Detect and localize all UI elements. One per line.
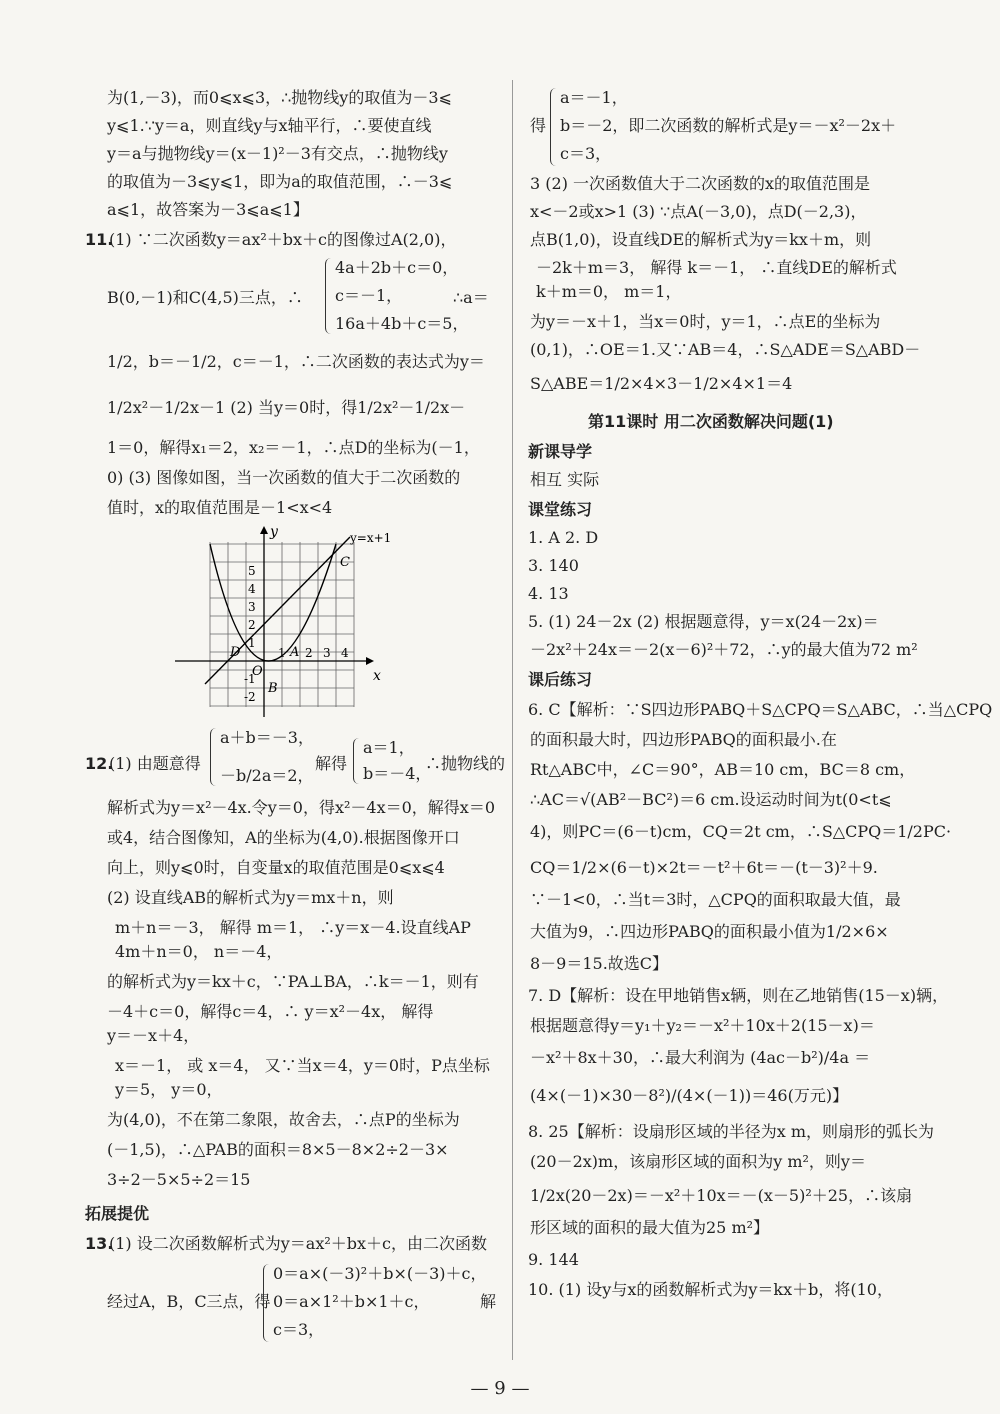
text-line: (1) ∵二次函数y＝ax²＋bx＋c的图像过A(2,0)， <box>109 230 457 249</box>
text-line: 8－9＝15.故选C】 <box>530 954 669 973</box>
point-d-label: D <box>230 645 241 660</box>
section-heading: 课堂练习 <box>528 500 593 519</box>
tick-label-y: 2 <box>248 618 256 632</box>
text-line: Rt△ABC中，∠C＝90°，AB＝10 cm，BC＝8 cm， <box>530 760 916 779</box>
text-line: ∴a＝ <box>453 288 489 307</box>
text-line: 1＝0，解得x₁＝2，x₂＝－1，∴点D的坐标为(－1， <box>107 438 480 457</box>
text-line: x<－2或x>1 (3) ∵点A(－3,0)，点D(－2,3)， <box>530 202 867 221</box>
x-axis-label: x <box>373 668 381 684</box>
text-line: ∵－1<0，∴当t＝3时，△CPQ的面积取最大值，最 <box>530 890 901 909</box>
tick-label-y: 5 <box>248 564 256 578</box>
answer-line: 3. 140 <box>528 556 579 575</box>
question-number-11: 11. <box>85 230 114 249</box>
text-line: 0) (3) 图像如图，当一次函数的值大于二次函数的 <box>107 468 461 487</box>
tick-label-x: 2 <box>305 646 313 660</box>
text-line: 为(4,0)，不在第二象限，故舍去，∴点P的坐标为 <box>107 1110 460 1129</box>
text-line: 根据题意得y＝y₁＋y₂＝－x²＋10x＋2(15－x)＝ <box>530 1016 875 1035</box>
equation-line: －b/2a＝2， <box>220 766 314 785</box>
parabola-curve <box>210 544 336 661</box>
text-line: 形区域的面积的最大值为25 m²】 <box>530 1218 770 1237</box>
text-line: 的面积最大时，四边形PABQ的面积最小.在 <box>530 730 837 749</box>
answer-line: 10. (1) 设y与x的函数解析式为y＝kx＋b，将(10， <box>528 1280 893 1299</box>
text-line: 经过A，B，C三点，得 <box>107 1292 271 1311</box>
equation-line: c＝－1， <box>335 286 403 305</box>
answer-line: 1. A 2. D <box>528 528 599 547</box>
equation-line: 0＝a×1²＋b×1＋c， <box>273 1292 430 1311</box>
text-line: 4)，则PC＝(6－t)cm，CQ＝2t cm，∴S△CPQ＝1/2PC· <box>530 822 952 841</box>
text-line: ∴AC＝√(AB²－BC²)＝6 cm.设运动时间为t(0<t⩽ <box>530 790 892 809</box>
x-arrow-icon <box>366 657 374 665</box>
text-line: 3÷2－5×5÷2＝15 <box>107 1170 251 1189</box>
equation-line: 0＝a×(－3)²＋b×(－3)＋c， <box>273 1264 487 1283</box>
function-graph <box>170 522 400 727</box>
equation-line: c＝3， <box>273 1320 325 1339</box>
equation-line: y＝5， y＝0， <box>115 1080 223 1099</box>
system-brace <box>353 738 360 784</box>
tick-label-y: -2 <box>244 690 256 704</box>
text-line: (1) 由题意得 <box>109 754 201 773</box>
text-line: y＝a与抛物线y＝(x－1)²－3有交点，∴抛物线y <box>107 144 448 163</box>
text-line: 1/2，b＝－1/2，c＝－1，∴二次函数的表达式为y＝ <box>107 352 485 371</box>
text-line: (－1,5)，∴△PAB的面积＝8×5－8×2÷2－3× <box>107 1140 449 1159</box>
section-heading: 拓展提优 <box>85 1204 150 1223</box>
text-line: B(0,－1)和C(4,5)三点，∴ <box>107 288 303 307</box>
origin-label: O <box>252 664 263 679</box>
text-line: －4＋c＝0，解得c＝4，∴ y＝x²－4x， 解得 <box>107 1002 434 1021</box>
text-line: 大值为9，∴四边形PABQ的面积最小值为1/2×6× <box>530 922 889 941</box>
tick-label-x: 1 <box>278 646 286 660</box>
text-line: (20－2x)m，该扇形区域的面积为y m²，则y＝ <box>530 1152 866 1171</box>
column-divider <box>512 80 513 1360</box>
lesson-title: 第11课时 用二次函数解决问题(1) <box>588 412 834 431</box>
tick-label-x: 4 <box>341 646 349 660</box>
tick-label-x: 3 <box>323 646 331 660</box>
point-b-label: B <box>268 681 278 696</box>
text-line: 1/2x(20－2x)＝－x²＋10x＝－(x－5)²＋25，∴该扇 <box>530 1186 913 1205</box>
tick-label-y: 1 <box>248 636 256 650</box>
equation-line: a＝－1， <box>560 88 628 107</box>
system-brace <box>210 728 217 786</box>
equation-line: k＋m＝0， m＝1， <box>536 282 682 301</box>
section-heading: 课后练习 <box>528 670 593 689</box>
text-line: 解析式为y＝x²－4x.令y＝0，得x²－4x＝0，解得x＝0 <box>107 798 496 817</box>
answer-line: 4. 13 <box>528 584 569 603</box>
equation-line: 4m＋n＝0， n＝－4， <box>115 942 283 961</box>
text-line: y⩽1.∵y＝a，则直线y与x轴平行，∴要使直线 <box>107 116 432 135</box>
system-brace <box>325 258 332 334</box>
equation-line: 16a＋4b＋c＝5， <box>335 314 469 333</box>
section-heading: 新课导学 <box>528 442 593 461</box>
text-line: a⩽1，故答案为－3⩽a⩽1】 <box>107 200 309 219</box>
equation-line: 4a＋2b＋c＝0， <box>335 258 459 277</box>
line-label: y=x+1 <box>350 531 392 545</box>
equation-line: m＋n＝－3， 解得 m＝1， ∴y＝x－4.设直线AP <box>115 918 471 937</box>
text-line: 的取值为－3⩽y⩽1，即为a的取值范围，∴－3⩽ <box>107 172 453 191</box>
tick-label-y: 3 <box>248 600 256 614</box>
text-line: (0,1)，∴OE＝1.又∵AB＝4，∴S△ADE＝S△ABD－ <box>530 340 921 359</box>
tick-label-y: -1 <box>244 672 256 686</box>
text-line: 解得 <box>315 754 348 773</box>
y-axis-label: y <box>270 524 278 540</box>
text-line: CQ＝1/2×(6－t)×2t＝－t²＋6t＝－(t－3)²＋9. <box>530 858 878 877</box>
system-brace <box>263 1264 270 1342</box>
line-curve <box>205 537 350 684</box>
text-line: 得 <box>530 116 547 135</box>
text-line: 的解析式为y＝kx＋c，∵PA⊥BA，∴k＝－1，则有 <box>107 972 479 991</box>
text-line: 为(1,－3)，而0⩽x⩽3，∴抛物线y的取值为－3⩽ <box>107 88 452 107</box>
text-line: 3 (2) 一次函数值大于二次函数的x的取值范围是 <box>530 174 871 193</box>
page-number: — 9 — <box>470 1378 530 1399</box>
text-line: (1) 设二次函数解析式为y＝ax²＋bx＋c，由二次函数 <box>109 1234 487 1253</box>
text-line: 解 <box>480 1292 497 1311</box>
y-arrow-icon <box>260 526 268 534</box>
text-line: －2x²＋24x＝－2(x－6)²＋72，∴y的最大值为72 m² <box>530 640 918 659</box>
equation-line: c＝3， <box>560 144 612 163</box>
text-line: (2) 设直线AB的解析式为y＝mx＋n，则 <box>107 888 394 907</box>
text-line: S△ABE＝1/2×4×3－1/2×4×1＝4 <box>530 374 793 393</box>
question-number-13: 13. <box>85 1234 114 1253</box>
equation-line: b＝－4， <box>363 764 432 783</box>
answer-line: 5. (1) 24－2x (2) 根据题意得，y＝x(24－2x)＝ <box>528 612 879 631</box>
text-line: 为y＝－x＋1，当x＝0时，y＝1，∴点E的坐标为 <box>530 312 881 331</box>
answer-line: 7. D【解析：设在甲地销售x辆，则在乙地销售(15－x)辆， <box>528 986 949 1005</box>
graph-grid <box>210 542 354 707</box>
text-line: (4×(－1)×30－8²)/(4×(－1))＝46(万元)】 <box>530 1086 849 1105</box>
equation-line: a＋b＝－3， <box>220 728 314 747</box>
answer-line: 8. 25【解析：设扇形区域的半径为x m，则扇形的弧长为 <box>528 1122 934 1141</box>
system-brace <box>550 88 557 166</box>
text-line: －x²＋8x＋30，∴最大利润为 (4ac－b²)/4a ＝ <box>530 1048 871 1067</box>
text-line: 1/2x²－1/2x－1 (2) 当y＝0时，得1/2x²－1/2x－ <box>107 398 466 417</box>
equation-line: x＝－1， 或 x＝4， 又∵当x＝4，y＝0时，P点坐标 <box>115 1056 490 1075</box>
equation-line: －2k＋m＝3， 解得 k＝－1， ∴直线DE的解析式 <box>536 258 897 277</box>
question-number-12: 12. <box>85 754 114 773</box>
text-line: ∴抛物线的 <box>425 754 506 773</box>
point-a-label: A <box>290 645 300 660</box>
tick-label-y: 4 <box>248 582 256 596</box>
text-line: b＝－2，即二次函数的解析式是y＝－x²－2x＋ <box>560 116 897 135</box>
text-line: 或4，结合图像知，A的坐标为(4,0).根据图像开口 <box>107 828 460 847</box>
text-line: 点B(1,0)，设直线DE的解析式为y＝kx＋m，则 <box>530 230 872 249</box>
answer-line: 6. C【解析：∵S四边形PABQ＋S△CPQ＝S△ABC，∴当△CPQ <box>528 700 993 719</box>
text-line: 相互 实际 <box>530 470 600 489</box>
answer-line: 9. 144 <box>528 1250 579 1269</box>
equation-line: a＝1， <box>363 738 415 757</box>
point-c-label: C <box>340 555 350 570</box>
text-line: 值时，x的取值范围是－1<x<4 <box>107 498 333 517</box>
text-line: 向上，则y⩽0时，自变量x的取值范围是0⩽x⩽4 <box>107 858 445 877</box>
equation-line: y＝－x＋4， <box>107 1026 200 1045</box>
